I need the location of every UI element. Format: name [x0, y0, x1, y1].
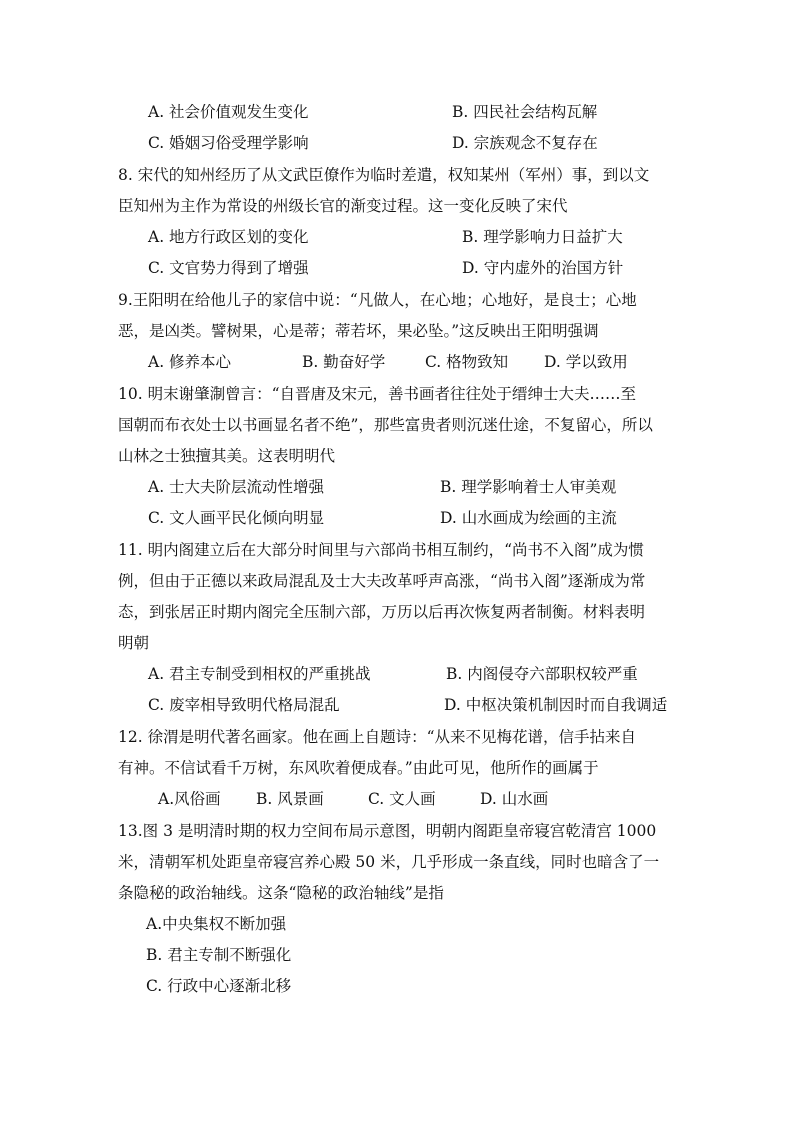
q11-stem-line-2: 例，但由于正德以来政局混乱及士大夫改革呼声高涨，“尚书入阁”逐渐成为常: [118, 572, 646, 590]
q8-stem-line-2: 臣知州为主作为常设的州级长官的渐变过程。这一变化反映了宋代: [118, 197, 568, 215]
q13-stem-line-2: 米，清朝军机处距皇帝寝宫养心殿 50 米，几乎形成一条直线，同时也暗含了一: [118, 853, 660, 871]
q8-option-a: A. 地方行政区划的变化: [148, 228, 309, 246]
q9-option-a: A. 修养本心: [148, 353, 232, 371]
q13-stem-line-3: 条隐秘的政治轴线。这条“隐秘的政治轴线”是指: [118, 884, 444, 902]
q7-option-d: D. 宗族观念不复存在: [452, 134, 598, 152]
q13-option-a: A.中央集权不断加强: [146, 915, 287, 933]
q10-option-d: D. 山水画成为绘画的主流: [440, 509, 617, 527]
q7-option-b: B. 四民社会结构瓦解: [452, 103, 598, 121]
q9-stem-line-2: 恶，是凶类。譬树果，心是蒂；蒂若坏，果必坠。”这反映出王阳明强调: [118, 322, 599, 340]
q12-option-a: A.风俗画: [158, 790, 221, 808]
q13-stem-line-1: 13.图 3 是明清时期的权力空间布局示意图，明朝内阁距皇帝寝宫乾清宫 1000: [118, 822, 657, 840]
q12-option-d: D. 山水画: [480, 790, 549, 808]
q10-stem-line-1: 10. 明末谢肇淛曾言：“自晋唐及宋元，善书画者往往处于缙绅士大夫……至: [118, 385, 637, 403]
q10-option-a: A. 士大夫阶层流动性增强: [148, 478, 325, 496]
q8-option-c: C. 文官势力得到了增强: [148, 259, 309, 277]
q11-option-a: A. 君主专制受到相权的严重挑战: [148, 665, 371, 683]
q11-option-c: C. 废宰相导致明代格局混乱: [148, 696, 340, 714]
q8-option-b: B. 理学影响力日益扩大: [462, 228, 623, 246]
q9-stem-line-1: 9.王阳明在给他儿子的家信中说：“凡做人，在心地；心地好，是良士；心地: [118, 291, 637, 309]
q12-option-b: B. 风景画: [256, 790, 324, 808]
q13-option-c: C. 行政中心逐渐北移: [146, 977, 292, 995]
q10-option-b: B. 理学影响着士人审美观: [440, 478, 617, 496]
q11-stem-line-3: 态，到张居正时期内阁完全压制六部，万历以后再次恢复两者制衡。材料表明: [118, 603, 646, 621]
q12-stem-line-1: 12. 徐渭是明代著名画家。他在画上自题诗：“从来不见梅花谱，信手拈来自: [118, 728, 637, 746]
q11-option-b: B. 内阁侵夺六部职权较严重: [446, 665, 638, 683]
q8-stem-line-1: 8. 宋代的知州经历了从文武臣僚作为临时差遣，权知某州（军州）事，到以文: [118, 166, 650, 184]
q10-option-c: C. 文人画平民化倾向明显: [148, 509, 325, 527]
q9-option-d: D. 学以致用: [544, 353, 628, 371]
q10-stem-line-2: 国朝而布衣处士以书画显名者不绝”，那些富贵者则沉迷仕途，不复留心，所以: [118, 416, 653, 434]
q12-stem-line-2: 有神。不信试看千万树，东风吹着便成春。”由此可见，他所作的画属于: [118, 759, 599, 777]
q7-option-c: C. 婚姻习俗受理学影响: [148, 134, 309, 152]
q11-stem-line-4: 明朝: [118, 634, 150, 652]
q11-option-d: D. 中枢决策机制因时而自我调适: [444, 696, 668, 714]
q12-option-c: C. 文人画: [368, 790, 436, 808]
q8-option-d: D. 守内虚外的治国方针: [462, 259, 624, 277]
q10-stem-line-3: 山林之士独擅其美。这表明明代: [118, 447, 336, 465]
q9-option-c: C. 格物致知: [425, 353, 509, 371]
q13-option-b: B. 君主专制不断强化: [146, 946, 292, 964]
q9-option-b: B. 勤奋好学: [302, 353, 386, 371]
q11-stem-line-1: 11. 明内阁建立后在大部分时间里与六部尚书相互制约，“尚书不入阁”成为惯: [118, 541, 644, 559]
q7-option-a: A. 社会价值观发生变化: [148, 103, 309, 121]
